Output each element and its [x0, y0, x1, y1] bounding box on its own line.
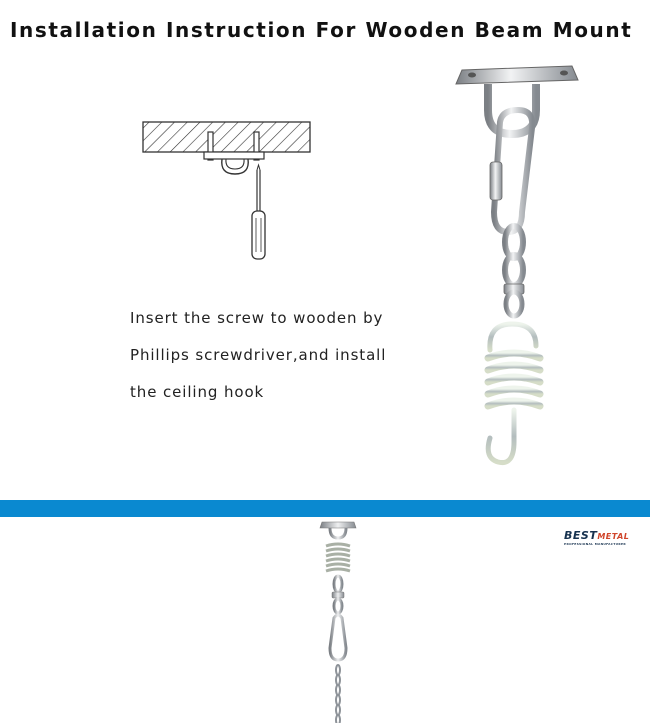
instruction-line: Insert the screw to wooden by [130, 309, 384, 327]
hanging-kit-icon [310, 520, 365, 723]
logo-suffix: METAL [597, 532, 630, 541]
brand-logo [562, 527, 640, 551]
logo-brand: BEST [564, 529, 598, 542]
page-title: Installation Instruction For Wooden Beam Mount [10, 18, 633, 42]
instruction-line: Phillips screwdriver,and install [130, 346, 387, 364]
installation-diagram-icon [140, 118, 315, 278]
instruction-line: the ceiling hook [130, 383, 265, 401]
hammock-hook-icon [440, 62, 600, 472]
logo-wordmark [564, 529, 629, 542]
section-divider-band [0, 500, 650, 517]
instruction-text [130, 307, 430, 418]
logo-tagline: PROFESSIONAL MANUFACTURER [564, 542, 626, 546]
